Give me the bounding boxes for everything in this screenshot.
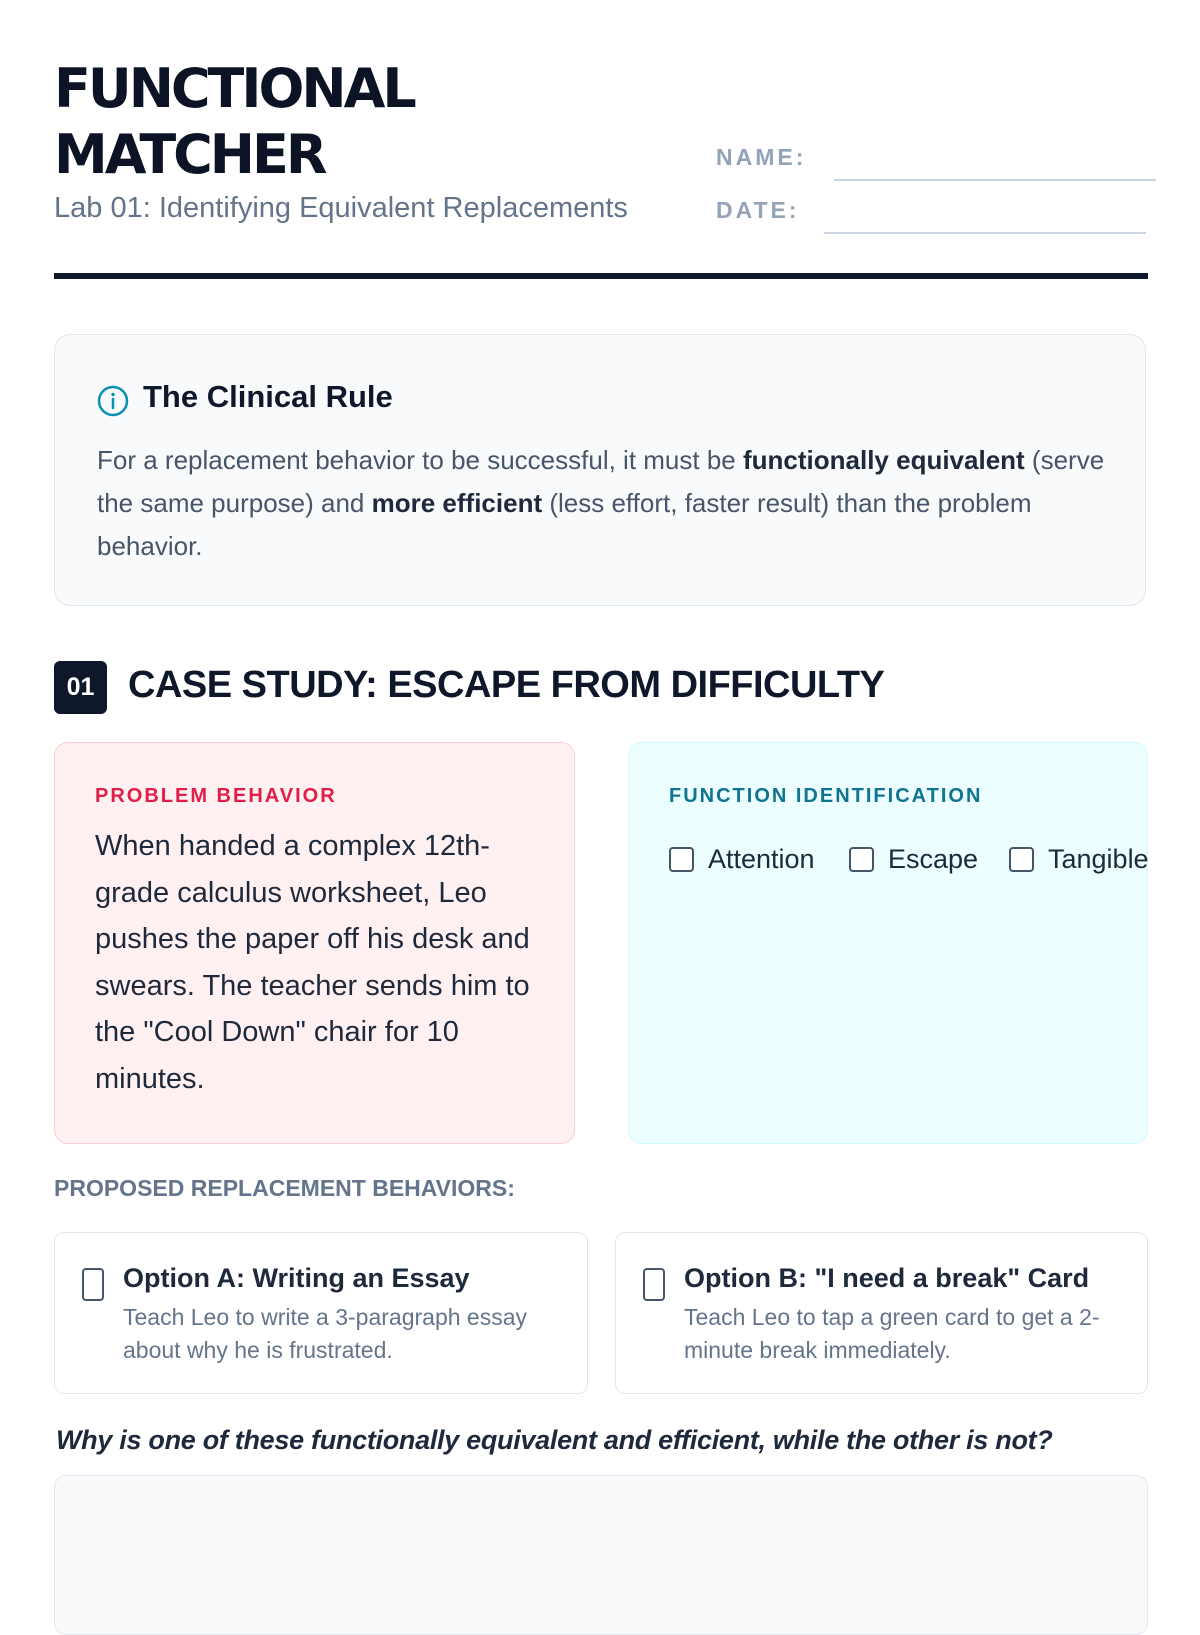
reflection-question: Why is one of these functionally equivalent and efficient, while the other is not?	[56, 1425, 1053, 1455]
option-b-title: Option B: "I need a break" Card	[684, 1263, 1090, 1293]
problem-behavior-box	[54, 742, 575, 1144]
section-number-badge: 01	[54, 661, 107, 714]
rule-emphasis-efficient: more efficient	[371, 488, 543, 518]
option-a-description: Teach Leo to write a 3-paragraph essay about why he is frustrated.	[123, 1304, 528, 1363]
worksheet-title	[54, 56, 414, 188]
rule-emphasis-equivalent: functionally equivalent	[742, 445, 1025, 475]
option-b-description: Teach Leo to tap a green card to get a 2-minute break immediately.	[684, 1304, 1100, 1363]
problem-behavior-label: PROBLEM BEHAVIOR	[95, 785, 337, 807]
option-a-checkbox[interactable]	[82, 1268, 104, 1301]
function-option-label: Attention	[708, 843, 815, 874]
function-identification-box	[628, 742, 1148, 1144]
clinical-rule-box	[54, 334, 1146, 606]
option-card-b[interactable]	[615, 1232, 1148, 1394]
tangible-checkbox[interactable]	[1009, 847, 1034, 872]
title-line-2: MATCHER	[54, 123, 325, 186]
function-option-label: Escape	[888, 843, 979, 874]
name-label: NAME:	[716, 144, 807, 170]
function-option-attention[interactable]	[669, 843, 815, 875]
clinical-rule-title: The Clinical Rule	[143, 379, 393, 414]
title-line-1: FUNCTIONAL	[54, 57, 414, 120]
escape-checkbox[interactable]	[849, 847, 874, 872]
answer-textarea[interactable]	[54, 1475, 1148, 1635]
header-divider	[54, 273, 1148, 279]
function-option-escape[interactable]	[849, 843, 978, 875]
clinical-rule-text: For a replacement behavior to be successful, it must be functionally equivalent (serve the same purpose) and more efficient (less effort, faster result) than the problem behavior.	[97, 445, 1105, 561]
function-option-tangible[interactable]	[1009, 843, 1149, 875]
date-label: DATE:	[716, 197, 800, 223]
section-title: CASE STUDY: ESCAPE FROM DIFFICULTY	[128, 664, 885, 706]
option-a-title: Option A: Writing an Essay	[123, 1263, 470, 1293]
function-identification-label: FUNCTION IDENTIFICATION	[669, 785, 983, 807]
function-option-label: Tangible	[1048, 843, 1149, 874]
worksheet-subtitle: Lab 01: Identifying Equivalent Replacements	[54, 192, 628, 224]
option-card-a[interactable]	[54, 1232, 588, 1394]
problem-behavior-text: When handed a complex 12th-grade calculus worksheet, Leo pushes the paper off his desk and swears. The teacher sends him to the "Cool Down" chair for 10 minutes.	[95, 830, 530, 1095]
date-field[interactable]	[824, 232, 1146, 234]
option-b-checkbox[interactable]	[643, 1268, 665, 1301]
attention-checkbox[interactable]	[669, 847, 694, 872]
name-field[interactable]	[834, 179, 1156, 181]
info-icon	[97, 385, 129, 417]
proposed-behaviors-label: PROPOSED REPLACEMENT BEHAVIORS:	[54, 1175, 515, 1201]
